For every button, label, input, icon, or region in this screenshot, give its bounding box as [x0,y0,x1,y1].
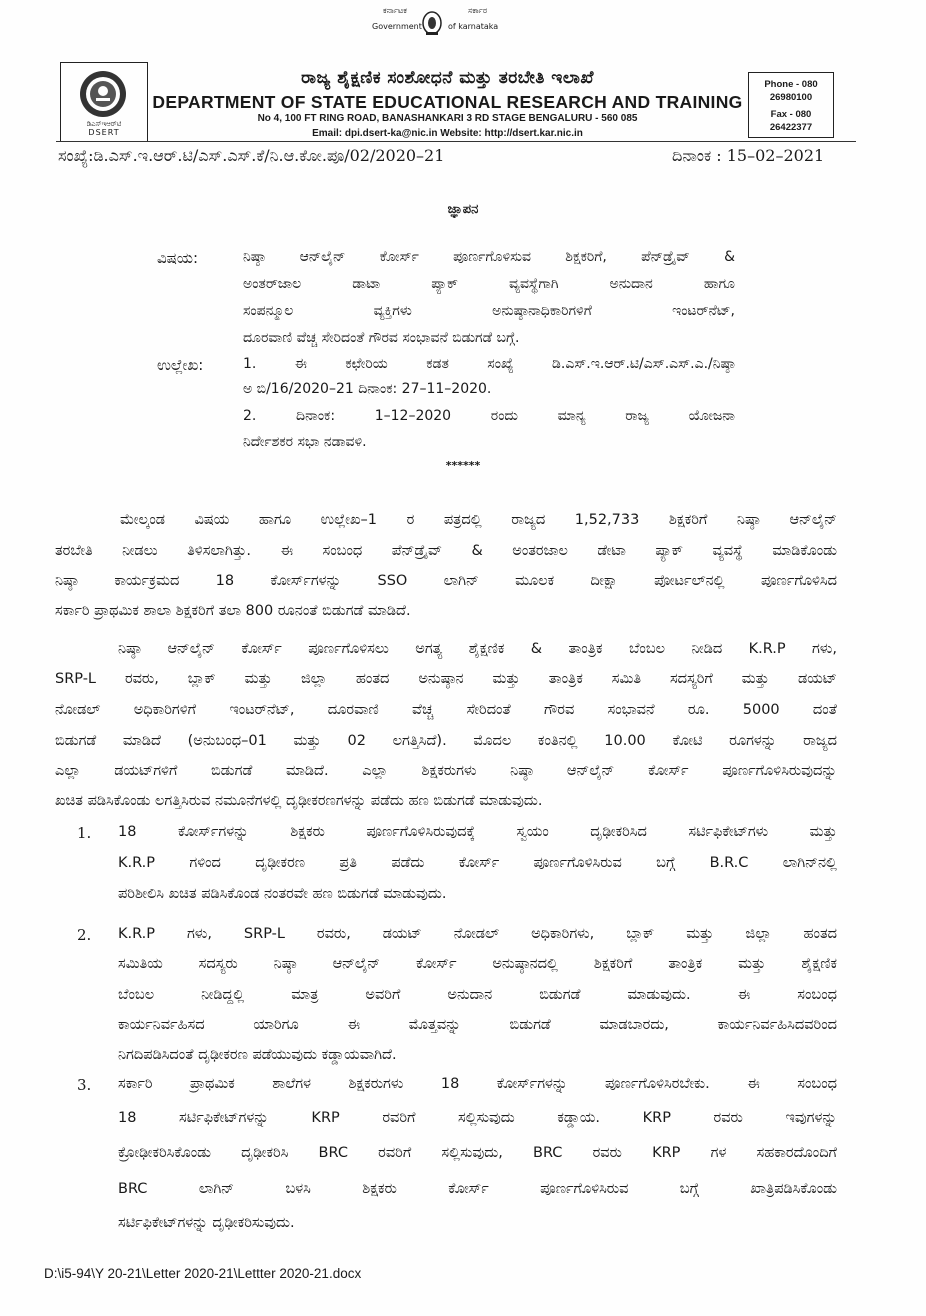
item-line: BRC ಲಾಗಿನ್ ಬಳಸಿ ಶಿಕ್ಷಕರು ಕೋರ್ಸ್ ಪೂರ್ಣಗೊಳಿಸಿರುವ ಬಗ್ಗೆ ಖಾತ್ರಿಪಡಿಸಿಕೊಂಡು [118,1181,837,1197]
date-value: 15–02–2021 [726,146,825,165]
paragraph-1-line: ನಿಷ್ಠಾ ಕಾರ್ಯಕ್ರಮದ 18 ಕೋರ್ಸ್‌ಗಳನ್ನು SSO ಲಾಗಿನ್ ಮೂಲಕ ದೀಕ್ಷಾ ಪೋರ್ಟಲ್‌ನಲ್ಲಿ ಪೂರ್ಣಗೊಳಿಸಿದ [55,573,837,589]
gov-en-label-2: of karnataka [448,22,499,31]
dept-name-english: DEPARTMENT OF STATE EDUCATIONAL RESEARCH AND TRAINING [152,92,743,112]
item-line: ಬೆಂಬಲ ನೀಡಿದ್ದಲ್ಲಿ ಮಾತ್ರ ಅವರಿಗೆ ಅನುದಾನ ಬಿಡುಗಡೆ ಮಾಡುವುದು. ಈ ಸಂಬಂಧ [118,987,837,1003]
item-line: K.R.P ಗಳು, SRP-L ರವರು, ಡಯಟ್ ನೋಡಲ್ ಅಧಿಕಾರಿಗಳು, ಬ್ಲಾಕ್ ಮತ್ತು ಜಿಲ್ಲಾ ಹಂತದ [118,926,837,942]
paragraph-2-line: ನೋಡಲ್ ಅಧಿಕಾರಿಗಳಿಗೆ ಇಂಟರ್‌ನೆಟ್, ದೂರವಾಣಿ ವೆಚ್ಚ ಸೇರಿದಂತೆ ಗೌರವ ಸಂಭಾವನೆ ರೂ. 5000 ದಂತೆ [55,702,837,718]
item-line: ಪರಿಶೀಲಿಸಿ ಖಚಿತ ಪಡಿಸಿಕೊಂಡ ನಂತರವೇ ಹಣ ಬಿಡುಗಡೆ ಮಾಡುವುದು. [118,886,447,902]
paragraph-2-line: ಬಿಡುಗಡೆ ಮಾಡಿದೆ (ಅನುಬಂಧ–01 ಮತ್ತು 02 ಲಗತ್ತಿಸಿದೆ). ಮೊದಲ ಕಂತಿನಲ್ಲಿ 10.00 ಕೋಟಿ ರೂಗಳನ್ನು ರಾಜ್ಯದ [55,733,837,749]
gov-kn-label-2: ಸರ್ಕಾರ [468,6,488,15]
item-line: ಕಾರ್ಯನಿರ್ವಹಿಸದ ಯಾರಿಗೂ ಈ ಮೊತ್ತವನ್ನು ಬಿಡುಗಡೆ ಮಾಡಬಾರದು, ಕಾರ್ಯನಿರ್ವಹಿಸಿದವರಿಂದ [118,1017,837,1033]
paragraph-2-line: SRP-L ರವರು, ಬ್ಲಾಕ್ ಮತ್ತು ಜಿಲ್ಲಾ ಹಂತದ ಅನುಷ್ಠಾನ ಮತ್ತು ತಾಂತ್ರಿಕ ಸಮಿತಿ ಸದಸ್ಯರಿಗೆ ಮತ್ತು ಡಯಟ್ [55,671,837,687]
logo-kn-text: ಡಿಎಸ್ಇಆರ್‌ಟಿ [86,120,122,128]
gov-en-label: Government [372,22,422,31]
phone-fax-box [748,72,834,138]
item-line: ನಿಗದಿಪಡಿಸಿದಂತೆ ದೃಢೀಕರಣ ಪಡೆಯುವುದು ಕಡ್ಡಾಯವಾಗಿದೆ. [118,1047,397,1063]
item-line: ಸರ್ಕಾರಿ ಪ್ರಾಥಮಿಕ ಶಾಲೆಗಳ ಶಿಕ್ಷಕರುಗಳು 18 ಕೋರ್ಸ್‌ಗಳನ್ನು ಪೂರ್ಣಗೊಳಿಸಿರಬೇಕು. ಈ ಸಂಬಂಧ [118,1076,837,1092]
file-path-footer: D:\i5-94\Y 20-21\Letter 2020-21\Lettter 2020-21.docx [44,1266,362,1281]
reference-line: 1. ಈ ಕಛೇರಿಯ ಕಡತ ಸಂಖ್ಯೆ ಡಿ.ಎಸ್.ಇ.ಆರ್.ಟಿ/ಎಸ್.ಎಸ್.ಎ./ನಿಷ್ಠಾ [243,356,735,372]
subject-line: ನಿಷ್ಠಾ ಆನ್‌ಲೈನ್ ಕೋರ್ಸ್ ಪೂರ್ಣಗೊಳಿಸುವ ಶಿಕ್ಷಕರಿಗೆ, ಪೆನ್‌ಡ್ರೈವ್ & [243,249,735,265]
fax-number: 26422377 [769,122,813,133]
separator: ****** [445,459,481,472]
subject-line: ಅಂತರ್‌ಜಾಲ ಡಾಟಾ ಪ್ಯಾಕ್ ವ್ಯವಸ್ಥೆಗಾಗಿ ಅನುದಾನ ಹಾಗೂ [243,276,735,292]
gov-kn-label: ಕರ್ನಾಟಕ [383,6,407,15]
item-line: ಸರ್ಟಿಫಿಕೇಟ್‌ಗಳನ್ನು ದೃಢೀಕರಿಸುವುದು. [118,1215,295,1231]
dept-name-kannada: ರಾಜ್ಯ ಶೈಕ್ಷಣಿಕ ಸಂಶೋಧನೆ ಮತ್ತು ತರಬೇತಿ ಇಲಾಖೆ [301,68,594,88]
paragraph-2-line: ನಿಷ್ಠಾ ಆನ್‌ಲೈನ್ ಕೋರ್ಸ್ ಪೂರ್ಣಗೊಳಿಸಲು ಅಗತ್ಯ ಶೈಕ್ಷಣಿಕ & ತಾಂತ್ರಿಕ ಬೆಂಬಲ ನೀಡಿದ K.R.P ಗಳು, [118,641,837,657]
dsert-seal-icon [78,69,128,119]
logo-en-text: DSERT [88,128,120,137]
karnataka-emblem-icon [420,10,444,36]
phone-number: 26980100 [769,92,813,103]
item-number: 2. [77,926,92,944]
dept-contact: Email: dpi.dsert-ka@nic.in Website: http://dsert.kar.nic.in [312,128,583,139]
item-line: K.R.P ಗಳಿಂದ ದೃಢೀಕರಣ ಪ್ರತಿ ಪಡೆದು ಕೋರ್ಸ್ ಪೂರ್ಣಗೊಳಿಸಿರುವ ಬಗ್ಗೆ B.R.C ಲಾಗಿನ್‌ನಲ್ಲಿ [118,855,837,871]
date-label: ದಿನಾಂಕ : [672,146,722,165]
reference-line: ಅ ಬಿ/16/2020–21 ದಿನಾಂಕ: 27–11–2020. [243,381,492,397]
memo-title: ಜ್ಞಾಪನ [447,202,479,217]
reference-date [672,146,824,166]
item-number: 1. [77,824,92,842]
dept-address: No 4, 100 FT RING ROAD, BANASHANKARI 3 RD STAGE BENGALURU - 560 085 [257,113,638,124]
item-line: ಸಮಿತಿಯ ಸದಸ್ಯರು ನಿಷ್ಠಾ ಆನ್‌ಲೈನ್ ಕೋರ್ಸ್ ಅನುಷ್ಠಾನದಲ್ಲಿ ಶಿಕ್ಷಕರಿಗೆ ತಾಂತ್ರಿಕ ಮತ್ತು ಶೈಕ್ಷಣಿಕ [118,956,837,972]
subject-label: ವಿಷಯ: [157,249,198,267]
reference-line: ನಿರ್ದೇಶಕರ ಸಭಾ ನಡಾವಳಿ. [243,434,367,450]
paragraph-2-line: ಎಲ್ಲಾ ಡಯಟ್‌ಗಳಿಗೆ ಬಿಡುಗಡೆ ಮಾಡಿದೆ. ಎಲ್ಲಾ ಶಿಕ್ಷಕರುಗಳು ನಿಷ್ಠಾ ಆನ್‌ಲೈನ್ ಕೋರ್ಸ್ ಪೂರ್ಣಗೊಳಿಸಿರುವುದನ್ನು [55,763,837,779]
reference-line: 2. ದಿನಾಂಕ: 1–12–2020 ರಂದು ಮಾನ್ಯ ರಾಜ್ಯ ಯೋಜನಾ [243,408,735,424]
item-number: 3. [77,1076,92,1094]
header-rule [56,141,856,142]
phone-label: Phone - 080 [764,79,818,90]
paragraph-1-line: ತರಬೇತಿ ನೀಡಲು ತಿಳಿಸಲಾಗಿತ್ತು. ಈ ಸಂಬಂಧ ಪೆನ್‌ಡ್ರೈವ್ & ಅಂತರಜಾಲ ಡೇಟಾ ಪ್ಯಾಕ್ ವ್ಯವಸ್ಥೆ ಮಾಡಿಕೊಂಡು [55,543,837,559]
subject-line: ಸಂಪನ್ಮೂಲ ವ್ಯಕ್ತಿಗಳು ಅನುಷ್ಠಾನಾಧಿಕಾರಿಗಳಿಗೆ ಇಂಟರ್‌ನೆಟ್, [243,303,735,319]
paragraph-1-line: ಸರ್ಕಾರಿ ಪ್ರಾಥಮಿಕ ಶಾಲಾ ಶಿಕ್ಷಕರಿಗೆ ತಲಾ 800 ರೂನಂತೆ ಬಿಡುಗಡೆ ಮಾಡಿದೆ. [55,603,411,619]
item-line: 18 ಕೋರ್ಸ್‌ಗಳನ್ನು ಶಿಕ್ಷಕರು ಪೂರ್ಣಗೊಳಿಸಿರುವುದಕ್ಕೆ ಸ್ವಯಂ ದೃಢೀಕರಿಸಿದ ಸರ್ಟಿಫಿಕೇಟ್‌ಗಳು ಮತ್ತು [118,824,837,840]
reference-number: ಸಂಖ್ಯೆ:ಡಿ.ಎಸ್.ಇ.ಆರ್.ಟಿ/ಎಸ್.ಎಸ್.ಕೆ/ನಿ.ಆ.ಕೋ.ಪೂ/02/2020–21 [58,146,445,165]
paragraph-1-line: ಮೇಲ್ಕಂಡ ವಿಷಯ ಹಾಗೂ ಉಲ್ಲೇಖ–1 ರ ಪತ್ರದಲ್ಲಿ ರಾಜ್ಯದ 1,52,733 ಶಿಕ್ಷಕರಿಗೆ ನಿಷ್ಠಾ ಆನ್‌ಲೈನ್ [120,512,837,528]
dsert-logo [60,62,148,142]
paragraph-2-line: ಖಚಿತ ಪಡಿಸಿಕೊಂಡು ಲಗತ್ತಿಸಿರುವ ನಮೂನೆಗಳಲ್ಲಿ ದೃಢೀಕರಣಗಳನ್ನು ಪಡೆದು ಹಣ ಬಿಡುಗಡೆ ಮಾಡುವುದು. [55,793,543,809]
item-line: ಕ್ರೋಢೀಕರಿಸಿಕೊಂಡು ದೃಢೀಕರಿಸಿ BRC ರವರಿಗೆ ಸಲ್ಲಿಸುವುದು, BRC ರವರು KRP ಗಳ ಸಹಕಾರದೊಂದಿಗೆ [118,1145,837,1161]
fax-label: Fax - 080 [770,109,812,120]
subject-line: ದೂರವಾಣಿ ವೆಚ್ಚ ಸೇರಿದಂತೆ ಗೌರವ ಸಂಭಾವನೆ ಬಿಡುಗಡೆ ಬಗ್ಗೆ. [243,330,520,346]
item-line: 18 ಸರ್ಟಿಫಿಕೇಟ್‌ಗಳನ್ನು KRP ರವರಿಗೆ ಸಲ್ಲಿಸುವುದು ಕಡ್ಡಾಯ. KRP ರವರು ಇವುಗಳನ್ನು [118,1110,837,1126]
reference-label: ಉಲ್ಲೇಖ: [157,356,204,374]
